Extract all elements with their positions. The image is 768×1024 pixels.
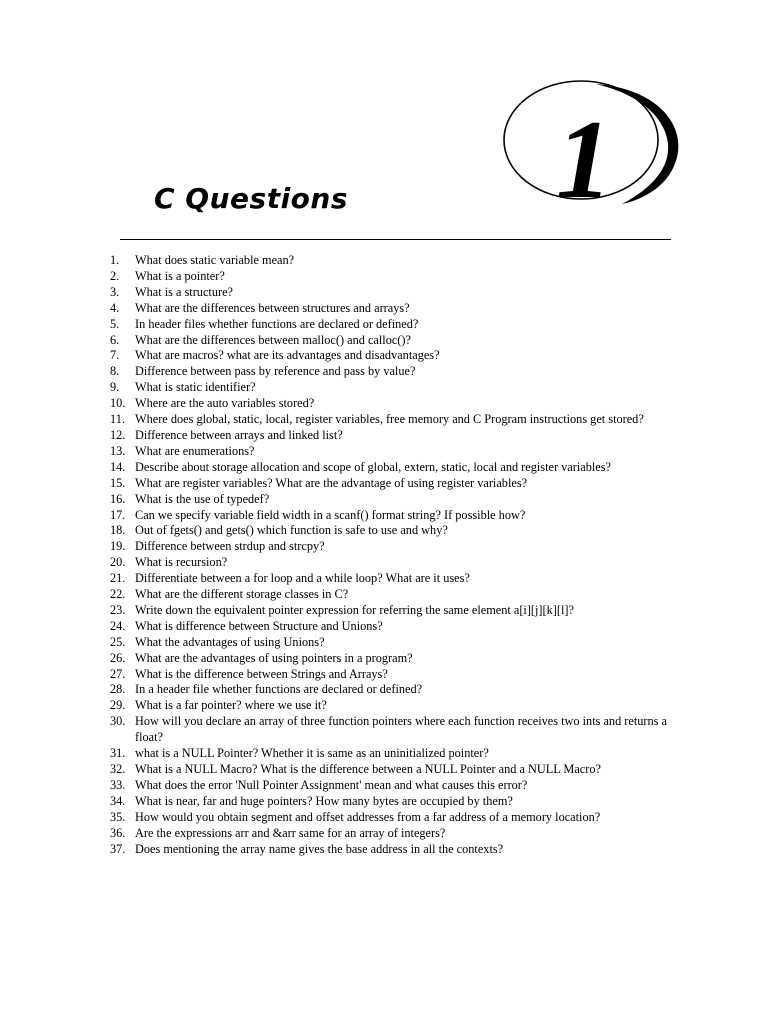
question-text: Difference between pass by reference and pass by value?: [135, 364, 416, 379]
question-number: 37.: [110, 841, 126, 856]
question-item: [110, 571, 675, 587]
question-number: 17.: [110, 507, 126, 522]
question-number: 26.: [110, 650, 126, 665]
question-number: 3.: [110, 284, 120, 299]
question-item: [110, 842, 675, 858]
question-item: [110, 269, 675, 285]
question-number: 16.: [110, 491, 126, 506]
question-number: 29.: [110, 698, 126, 713]
question-text: Where does global, static, local, register variables, free memory and C Program instructions get stored?: [135, 412, 644, 427]
question-number: 33.: [110, 777, 126, 792]
question-number: 19.: [110, 539, 126, 554]
question-text: Write down the equivalent pointer expression for referring the same element a[i][j][k][l]?: [135, 602, 574, 617]
question-item: [110, 492, 675, 508]
chapter-number: 1: [556, 98, 612, 208]
question-number: 18.: [110, 523, 126, 538]
question-text: How would you obtain segment and offset addresses from a far address of a memory location?: [135, 809, 601, 824]
question-number: 2.: [110, 268, 120, 283]
question-number: 23.: [110, 602, 126, 617]
question-number: 28.: [110, 682, 126, 697]
question-item: [110, 428, 675, 444]
question-item: [110, 348, 675, 364]
question-item: [110, 810, 675, 826]
question-item: [110, 508, 675, 524]
question-number: 31.: [110, 746, 126, 761]
question-text: What is a pointer?: [135, 268, 225, 283]
question-number: 5.: [110, 316, 120, 331]
question-number: 12.: [110, 427, 126, 442]
question-item: [110, 301, 675, 317]
question-item: [110, 539, 675, 555]
question-item: [110, 635, 675, 651]
question-item: [110, 555, 675, 571]
question-item: [110, 667, 675, 683]
question-number: 4.: [110, 300, 120, 315]
question-text: In header files whether functions are declared or defined?: [135, 316, 419, 331]
question-text: What is the difference between Strings and Arrays?: [135, 666, 388, 681]
question-text: Can we specify variable field width in a scanf() format string? If possible how?: [135, 507, 526, 522]
question-number: 36.: [110, 825, 126, 840]
question-item: [110, 698, 675, 714]
question-text: What are enumerations?: [135, 443, 255, 458]
question-text: Difference between strdup and strcpy?: [135, 539, 325, 554]
question-item: [110, 587, 675, 603]
question-item: [110, 682, 675, 698]
chapter-number-badge: [500, 76, 682, 208]
question-number: 10.: [110, 396, 126, 411]
question-number: 21.: [110, 571, 126, 586]
question-number: 34.: [110, 793, 126, 808]
question-item: [110, 826, 675, 842]
question-text: What is static identifier?: [135, 380, 256, 395]
question-item: [110, 476, 675, 492]
question-text: What is the use of typedef?: [135, 491, 270, 506]
question-text: Describe about storage allocation and scope of global, extern, static, local and register variables?: [135, 459, 611, 474]
question-item: [110, 746, 675, 762]
question-item: [110, 333, 675, 349]
question-list: [110, 253, 675, 857]
question-item: [110, 364, 675, 380]
question-number: 22.: [110, 587, 126, 602]
question-text: How will you declare an array of three function pointers where each function receives two ints and returns a float?: [135, 714, 667, 745]
question-number: 20.: [110, 555, 126, 570]
question-text: What is a far pointer? where we use it?: [135, 698, 327, 713]
question-item: [110, 714, 675, 746]
question-item: [110, 651, 675, 667]
question-number: 35.: [110, 809, 126, 824]
question-number: 11.: [110, 412, 125, 427]
question-text: Where are the auto variables stored?: [135, 396, 315, 411]
question-text: What does the error 'Null Pointer Assignment' mean and what causes this error?: [135, 777, 528, 792]
question-text: What are the differences between malloc() and calloc()?: [135, 332, 411, 347]
question-number: 27.: [110, 666, 126, 681]
question-text: What the advantages of using Unions?: [135, 634, 325, 649]
question-text: What does static variable mean?: [135, 253, 295, 267]
question-item: [110, 444, 675, 460]
question-text: What are macros? what are its advantages and disadvantages?: [135, 348, 440, 363]
question-item: [110, 317, 675, 333]
question-number: 7.: [110, 348, 120, 363]
question-item: [110, 603, 675, 619]
question-text: Are the expressions arr and &arr same for an array of integers?: [135, 825, 446, 840]
question-text: Out of fgets() and gets() which function is safe to use and why?: [135, 523, 448, 538]
question-text: What is near, far and huge pointers? How many bytes are occupied by them?: [135, 793, 513, 808]
question-text: What are the different storage classes in C?: [135, 587, 349, 602]
question-text: What are the advantages of using pointers in a program?: [135, 650, 413, 665]
question-item: [110, 778, 675, 794]
question-item: [110, 253, 675, 269]
question-item: [110, 619, 675, 635]
question-text: What is a NULL Macro? What is the difference between a NULL Pointer and a NULL Macro?: [135, 762, 601, 776]
question-number: 15.: [110, 475, 126, 490]
question-text: What is difference between Structure and Unions?: [135, 618, 383, 633]
question-number: 8.: [110, 364, 120, 379]
question-text: What are register variables? What are the advantage of using register variables?: [135, 475, 528, 490]
question-item: [110, 523, 675, 539]
question-number: 32.: [110, 762, 126, 776]
question-number: 25.: [110, 634, 126, 649]
question-text: Difference between arrays and linked list?: [135, 427, 343, 442]
question-number: 24.: [110, 618, 126, 633]
chapter-badge-graphic: [500, 76, 682, 208]
question-text: Does mentioning the array name gives the base address in all the contexts?: [135, 841, 504, 856]
question-text: What is a structure?: [135, 284, 233, 299]
question-number: 1.: [110, 253, 120, 267]
question-text: What is recursion?: [135, 555, 228, 570]
question-number: 13.: [110, 443, 126, 458]
question-number: 6.: [110, 332, 120, 347]
question-number: 14.: [110, 459, 126, 474]
page-title: C Questions: [154, 182, 349, 215]
question-text: Differentiate between a for loop and a while loop? What are it uses?: [135, 571, 470, 586]
question-number: 9.: [110, 380, 120, 395]
question-item: [110, 794, 675, 810]
question-number: 30.: [110, 714, 126, 729]
question-item: [110, 380, 675, 396]
question-text: What are the differences between structures and arrays?: [135, 300, 410, 315]
question-item: [110, 285, 675, 301]
question-item: [110, 762, 675, 778]
question-item: [110, 396, 675, 412]
question-item: [110, 412, 675, 428]
question-text: what is a NULL Pointer? Whether it is same as an uninitialized pointer?: [135, 746, 489, 761]
question-item: [110, 460, 675, 476]
title-divider: [120, 239, 671, 240]
question-text: In a header file whether functions are declared or defined?: [135, 682, 423, 697]
